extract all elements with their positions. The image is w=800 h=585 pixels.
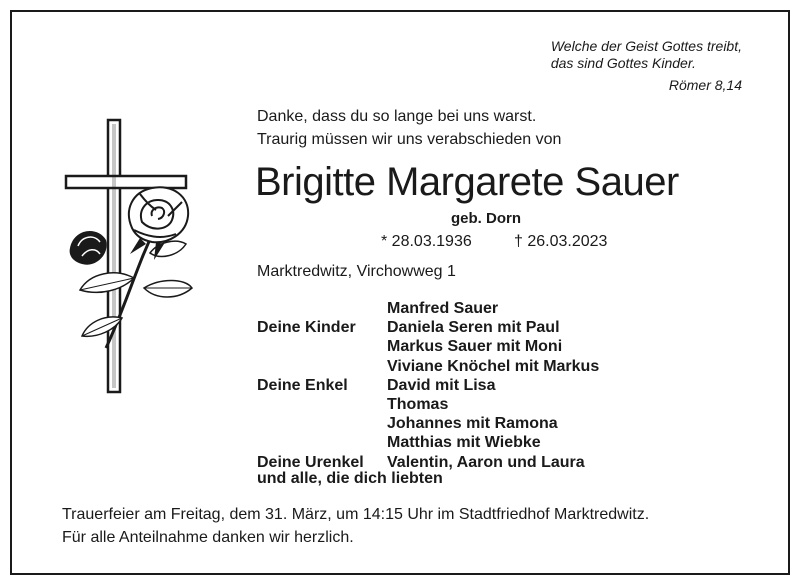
mourner-name: David mit Lisa — [387, 376, 496, 394]
mourner-name: Johannes mit Ramona — [387, 415, 558, 433]
mourner-role — [257, 357, 387, 376]
mourner-row — [257, 395, 599, 414]
birth-date: * 28.03.1936 — [381, 233, 472, 250]
mourner-name: Viviane Knöchel mit Markus — [387, 357, 600, 375]
maiden-name: geb. Dorn — [451, 210, 521, 227]
death-date: † 26.03.2023 — [514, 233, 608, 250]
verse-line-1: Welche der Geist Gottes treibt, — [550, 38, 742, 54]
mourner-row — [257, 376, 599, 395]
mourner-role: Deine Urenkel — [257, 453, 364, 471]
mourner-role — [257, 433, 387, 452]
intro-text — [257, 105, 561, 151]
verse-reference: Römer 8,14 — [668, 77, 742, 93]
intro-line-1: Danke, dass du so lange bei uns warst. — [257, 108, 537, 125]
mourner-role: Deine Enkel — [257, 376, 348, 394]
address: Marktredwitz, Virchowweg 1 — [257, 263, 456, 280]
mourner-row — [257, 453, 599, 472]
mourner-name: Thomas — [387, 396, 449, 414]
closing-line: und alle, die dich liebten — [257, 470, 443, 487]
mourner-role — [257, 395, 387, 414]
mourner-row — [257, 337, 599, 356]
mourner-role — [257, 414, 387, 433]
mourner-role — [257, 299, 387, 318]
mourner-name: Markus Sauer mit Moni — [387, 338, 563, 356]
mourner-name: Daniela Seren mit Paul — [387, 319, 560, 337]
mourners-list — [257, 299, 599, 472]
verse-line-2: das sind Gottes Kinder. — [550, 55, 696, 71]
deceased-name: Brigitte Margarete Sauer — [255, 160, 679, 204]
mourner-row — [257, 357, 599, 376]
mourner-name: Manfred Sauer — [387, 300, 499, 317]
intro-line-2: Traurig müssen wir uns verabschieden von — [257, 131, 562, 148]
bible-verse — [551, 38, 742, 72]
funeral-info — [62, 503, 649, 549]
mourner-row — [257, 433, 599, 452]
mourner-name: Valentin, Aaron und Laura — [387, 453, 585, 471]
cross-with-rose-icon — [60, 118, 200, 398]
mourner-name: Matthias mit Wiebke — [387, 434, 541, 452]
thanks-line: Für alle Anteilnahme danken wir herzlich. — [62, 529, 354, 546]
mourner-role: Deine Kinder — [257, 319, 356, 337]
funeral-details: Trauerfeier am Freitag, dem 31. März, um 14:15 Uhr im Stadtfriedhof Marktredwitz. — [62, 506, 650, 523]
mourner-row — [257, 414, 599, 433]
mourner-row — [257, 299, 599, 318]
mourner-row — [257, 318, 599, 337]
mourner-role — [257, 337, 387, 356]
